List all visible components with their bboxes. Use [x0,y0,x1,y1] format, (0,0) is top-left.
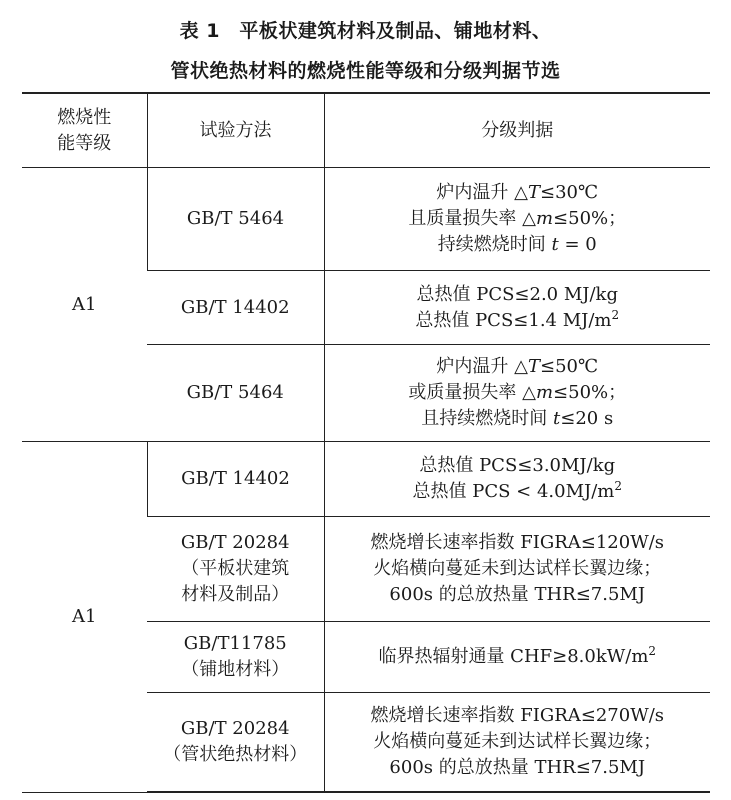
fire-classification-table [22,92,710,793]
method-cell [147,693,324,793]
criteria-line [325,380,711,406]
criteria-text: 总热值 PCS≤2.0 MJ/kg [416,283,618,305]
method-line: GB/T 5464 [186,208,285,229]
criteria-text: 总热值 PCS≤1.4 MJ/m [415,309,612,331]
table-body [22,168,710,793]
method-line: GB/T 20284 [180,532,290,553]
criteria-line [325,479,711,505]
criteria-cell [324,517,710,622]
criteria-text: 2 [648,644,657,658]
method-cell [147,345,324,442]
criteria-line [325,755,711,781]
criteria-text: m [535,382,554,403]
criteria-text: 燃烧增长速率指数 FIGRA≤270W/s [370,705,664,726]
method-line: 材料及制品） [181,584,290,605]
criteria-line [325,530,711,556]
criteria-line [325,282,711,308]
table-row [22,442,710,517]
criteria-text: 且持续燃烧时间 [421,408,554,429]
criteria-line [325,180,711,206]
criteria-line [325,644,711,670]
level-cell: A1 [22,168,147,442]
criteria-text: t [551,234,559,255]
criteria-text: 炉内温升 △ [436,182,528,203]
method-line: GB/T 14402 [181,468,290,489]
criteria-line [325,206,711,232]
criteria-line [325,729,711,755]
criteria-text: ≤20 s [560,408,614,429]
criteria-text: ≤50%； [553,382,627,403]
criteria-text: 持续燃烧时间 [437,234,552,255]
criteria-text: 炉内温升 △ [436,356,528,377]
criteria-text: t [553,408,561,429]
level-cell: A1 [22,442,147,793]
header-level [22,93,147,168]
criteria-text: 总热值 PCS < 4.0MJ/m [412,481,615,502]
criteria-text: ≤30℃ [539,182,599,203]
criteria-text: 火焰横向蔓延未到达试样长翼边缘； [373,558,662,579]
criteria-text: 且质量损失率 △ [408,208,536,229]
criteria-text: ≤50℃ [539,356,599,377]
criteria-line [325,232,711,258]
table-row [22,168,710,271]
criteria-line [325,453,711,479]
criteria-text: 总热值 PCS≤3.0MJ/kg [419,455,616,476]
criteria-text: 燃烧增长速率指数 FIGRA≤120W/s [370,532,664,553]
criteria-cell [324,442,710,517]
criteria-line [325,582,711,608]
table-caption-line-1: 表 1 平板状建筑材料及制品、铺地材料、 [179,20,552,42]
criteria-text: 或质量损失率 △ [408,382,536,403]
criteria-text: = 0 [558,234,597,255]
criteria-cell [324,345,710,442]
criteria-line [325,556,711,582]
criteria-cell [324,168,710,271]
criteria-line [325,354,711,380]
method-line: GB/T 20284 [180,718,290,739]
method-line: GB/T11785 [183,633,287,654]
header-level-line: 燃烧性 [57,106,112,128]
method-cell [147,168,324,271]
criteria-text: 600s 的总放热量 THR≤7.5MJ [389,584,646,605]
header-criteria: 分级判据 [324,93,710,168]
criteria-cell [324,693,710,793]
table-caption-line-2: 管状绝热材料的燃烧性能等级和分级判据节选 [170,60,561,82]
criteria-text: 2 [614,479,622,493]
method-line: （管状绝热材料） [163,744,308,765]
criteria-text: 2 [611,307,620,322]
header-method: 试验方法 [147,93,324,168]
method-cell [147,271,324,345]
criteria-line [325,406,711,432]
criteria-line [325,703,711,729]
method-line: GB/T 14402 [180,296,290,318]
criteria-text: m [535,208,554,229]
method-line: （平板状建筑 [181,558,290,579]
criteria-text: 600s 的总放热量 THR≤7.5MJ [389,757,646,778]
method-cell [147,442,324,517]
table-header-row [22,93,710,168]
header-level-line: 能等级 [57,132,112,154]
criteria-cell [324,271,710,345]
criteria-text: 火焰横向蔓延未到达试样长翼边缘； [373,731,662,752]
criteria-text: T [527,356,540,377]
criteria-text: T [527,182,540,203]
method-line: （铺地材料） [181,659,290,680]
method-cell [147,517,324,622]
method-cell [147,622,324,693]
criteria-text: ≤50%； [553,208,627,229]
criteria-cell [324,622,710,693]
method-line: GB/T 5464 [186,382,284,403]
criteria-line [325,308,711,334]
criteria-text: 临界热辐射通量 CHF≥8.0kW/m [378,646,649,667]
